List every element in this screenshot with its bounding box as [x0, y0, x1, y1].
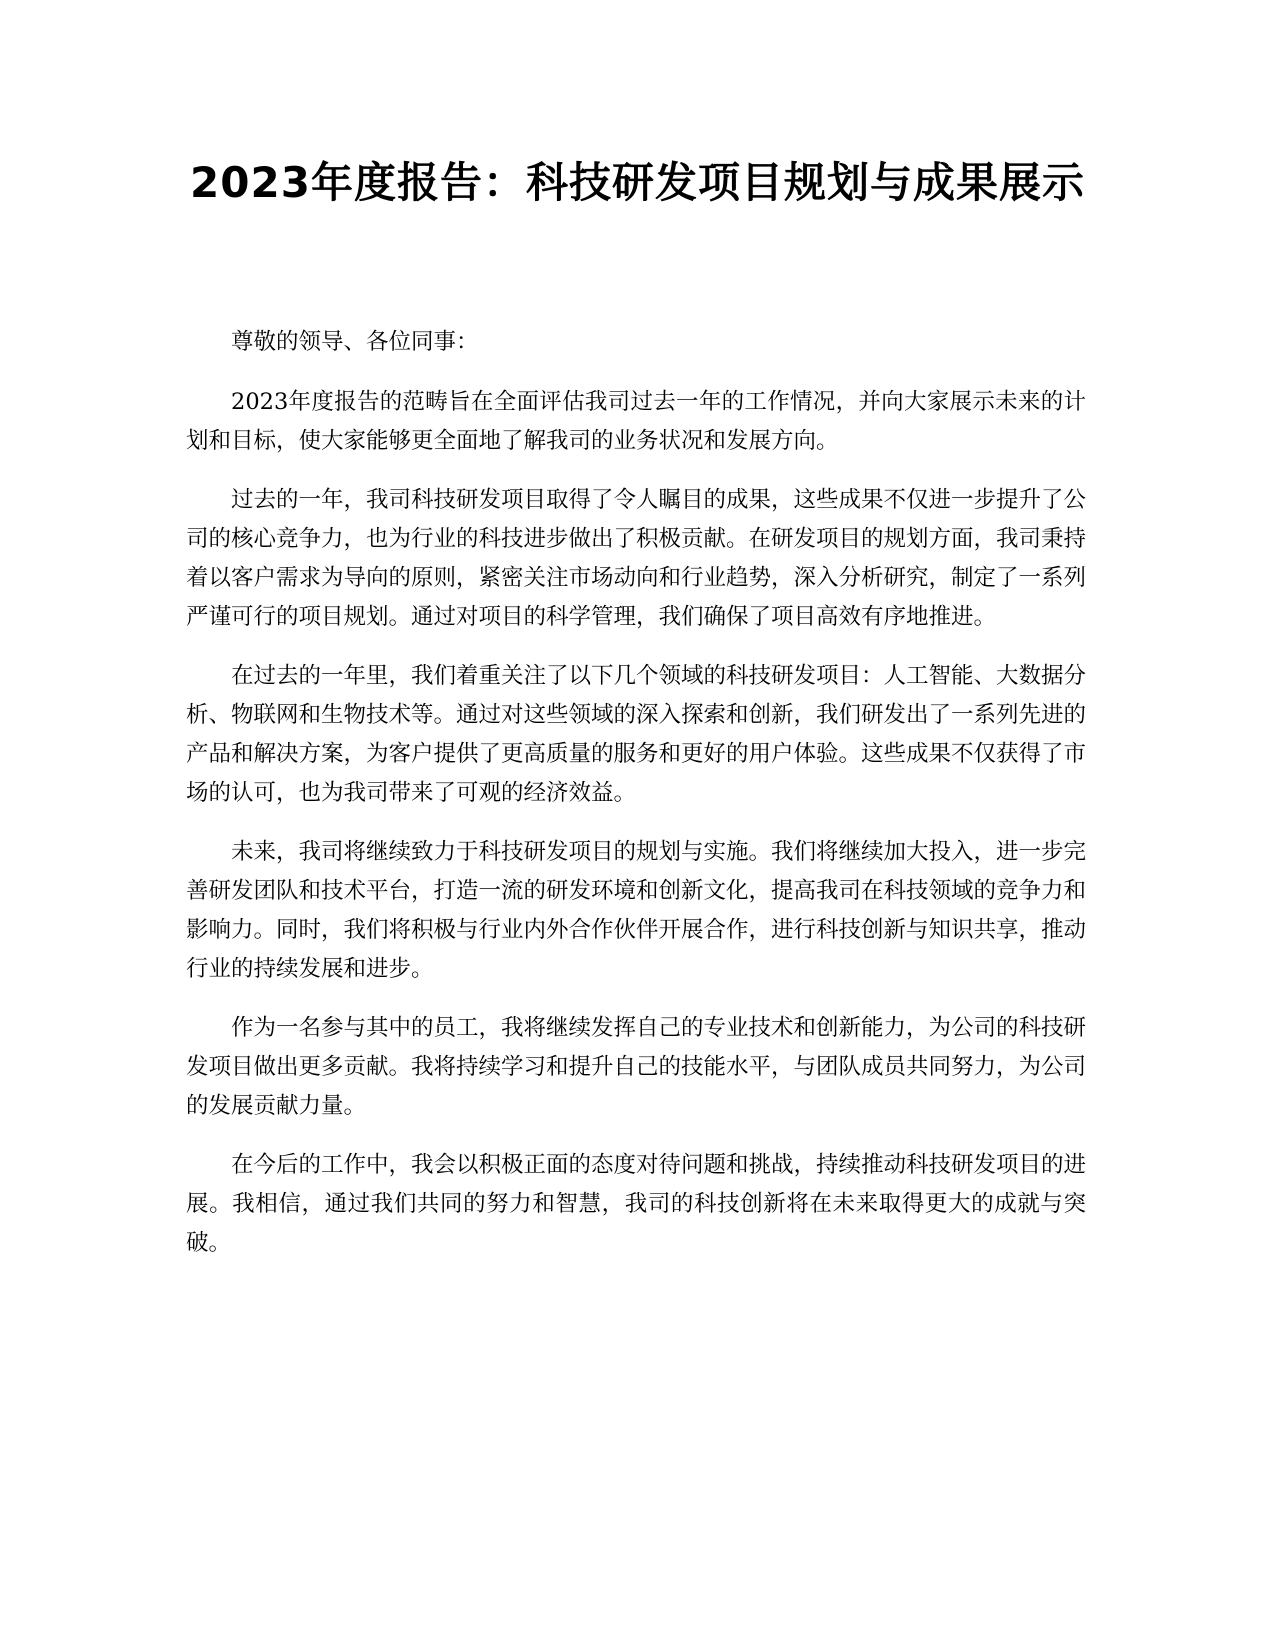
paragraph-achievements: 过去的一年，我司科技研发项目取得了令人瞩目的成果，这些成果不仅进一步提升了公司的核心竞争力，也为行业的科技进步做出了积极贡献。在研发项目的规划方面，我司秉持着以客户需求为导向的原则，紧密关注市场动向和行业趋势，深入分析研究，制定了一系列严谨可行的项目规划。通过对项目的科学管理，我们确保了项目高效有序地推进。: [186, 487, 1087, 630]
greeting-line: 尊敬的领导、各位同事：: [231, 329, 479, 355]
document-body: [186, 323, 1086, 1283]
paragraph-personal-commitment: 作为一名参与其中的员工，我将继续发挥自己的专业技术和创新能力，为公司的科技研发项目做出更多贡献。我将持续学习和提升自己的技能水平，与团队成员共同努力，为公司的发展贡献力量。: [186, 1015, 1087, 1119]
paragraph-scope: 2023年度报告的范畴旨在全面评估我司过去一年的工作情况，并向大家展示未来的计划和目标，使大家能够更全面地了解我司的业务状况和发展方向。: [186, 389, 1086, 454]
paragraph-focus-areas: 在过去的一年里，我们着重关注了以下几个领域的科技研发项目：人工智能、大数据分析、物联网和生物技术等。通过对这些领域的深入探索和创新，我们研发出了一系列先进的产品和解决方案，为客户提供了更高质量的服务和更好的用户体验。这些成果不仅获得了市场的认可，也为我司带来了可观的经济效益。: [186, 663, 1087, 806]
paragraph-closing: 在今后的工作中，我会以积极正面的态度对待问题和挑战，持续推动科技研发项目的进展。我相信，通过我们共同的努力和智慧，我司的科技创新将在未来取得更大的成就与突破。: [186, 1152, 1087, 1256]
document-title: 2023年度报告：科技研发项目规划与成果展示: [190, 158, 1085, 207]
paragraph-future-plans: 未来，我司将继续致力于科技研发项目的规划与实施。我们将继续加大投入，进一步完善研发团队和技术平台，打造一流的研发环境和创新文化，提高我司在科技领域的竞争力和影响力。同时，我们将积极与行业内外合作伙伴开展合作，进行科技创新与知识共享，推动行业的持续发展和进步。: [186, 839, 1087, 982]
